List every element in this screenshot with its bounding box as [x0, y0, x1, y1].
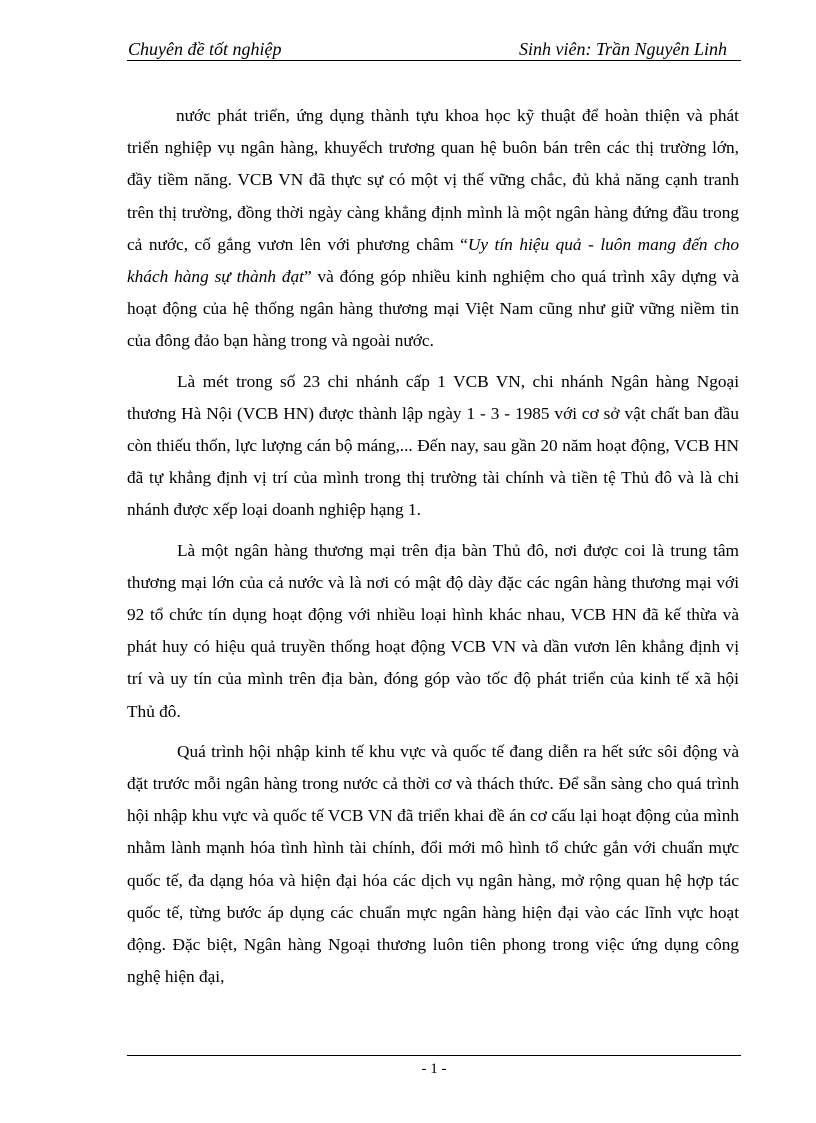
page-header: [127, 38, 741, 61]
paragraph-1-start: nước phát triển, ứng dụng thành tựu khoa học kỹ thuật để hoàn thiện và phát triển nghiệp vụ ngân hàng, khuyếch trương quan hệ buôn bán trên các thị trường lớn, đầy tiềm năng. VCB VN đã thực sự có một vị thế vững chắc, đủ khả năng cạnh tranh trên thị trường, đồng thời ngày càng khẳng định mình là một ngân hàng đứng đầu trong cả nước, cố gắng vươn lên với phương châm “: [127, 106, 739, 254]
paragraph-2: Là mét trong số 23 chi nhánh cấp 1 VCB VN, chi nhánh Ngân hàng Ngoại thương Hà Nội (VCB HN) được thành lập ngày 1 - 3 - 1985 với cơ sở vật chất ban đầu còn thiếu thốn, lực lượng cán bộ máng,... Đến nay, sau gần 20 năm hoạt động, VCB HN đã tự khẳng định vị trí của mình trong thị trường tài chính và tiền tệ Thủ đô và là chi nhánh được xếp loại doanh nghiệp hạng 1.: [127, 371, 739, 520]
document-body: [127, 100, 739, 1001]
motto-quote: Uy tín hiệu quả - luôn mang đến cho khách hàng sự thành đạt: [127, 234, 740, 287]
page-number: - 1 -: [421, 1061, 447, 1077]
page-footer: [127, 1055, 741, 1079]
paragraph-1-end: ” và đóng góp nhiều kinh nghiệm cho quá trình xây dựng và hoạt động của hệ thống ngân hàng thương mại Việt Nam cũng như giữ vững niềm tin của đông đảo bạn hàng trong và ngoài nước.: [127, 267, 739, 351]
paragraph-3: Là một ngân hàng thương mại trên địa bàn Thủ đô, nơi được coi là trung tâm thương mại lớn của cả nước và là nơi có mật độ dày đặc các ngân hàng thương mại với 92 tổ chức tín dụng hoạt động với nhiều loại hình khác nhau, VCB HN đã kế thừa và phát huy có hiệu quả truyền thống hoạt động VCB VN và dần vươn lên khẳng định vị trí và uy tín của mình trên địa bàn, đóng góp vào tốc độ phát triển của kinh tế xã hội Thủ đô.: [127, 540, 739, 721]
header-thesis-title: Chuyên đề tốt nghiệp: [128, 39, 282, 59]
paragraph-1: [127, 100, 739, 358]
header-student-name: Sinh viên: Trần Nguyên Linh: [519, 39, 727, 59]
paragraph-4: Quá trình hội nhập kinh tế khu vực và quốc tế đang diễn ra hết sức sôi động và đặt trước mỗi ngân hàng trong nước cả thời cơ và thách thức. Để sẵn sàng cho quá trình hội nhập khu vực và quốc tế VCB VN đã triển khai đề án cơ cấu lại hoạt động của mình nhằm lành mạnh hóa tình hình tài chính, đổi mới mô hình tổ chức gắn với chuẩn mực quốc tế, đa dạng hóa và hiện đại hóa các dịch vụ ngân hàng, mở rộng quan hệ hợp tác quốc tế, từng bước áp dụng các chuẩn mực ngân hàng hiện đại vào các lĩnh vực hoạt động. Đặc biệt, Ngân hàng Ngoại thương luôn tiên phong trong việc ứng dụng công nghệ hiện đại,: [127, 741, 739, 987]
